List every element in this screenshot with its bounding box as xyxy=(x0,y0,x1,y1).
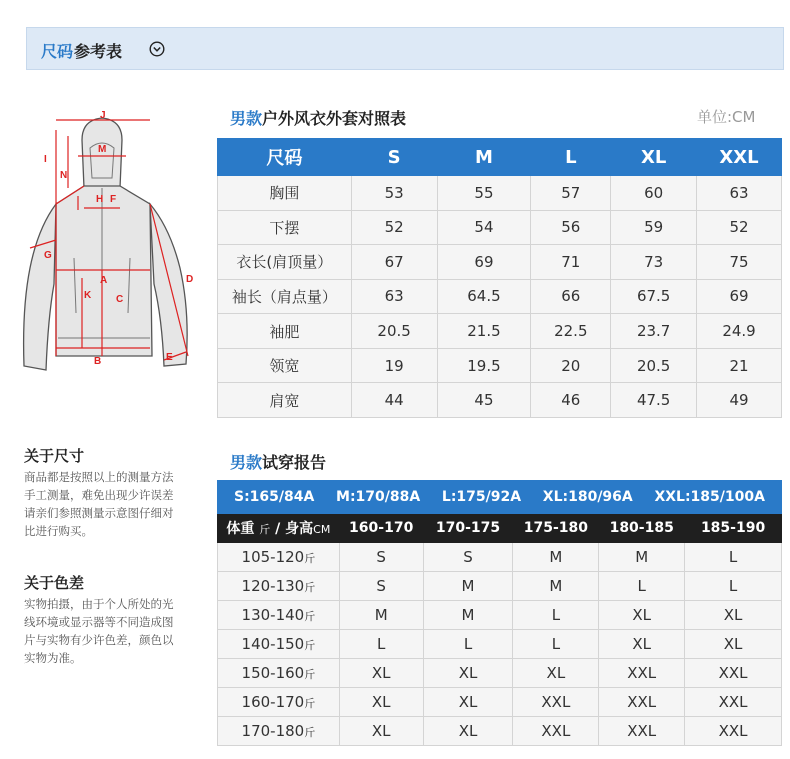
diagram-label-I: I xyxy=(44,154,47,165)
diagram-label-E: E xyxy=(166,352,173,363)
table-cell: 47.5 xyxy=(611,383,697,418)
jacket-measurement-diagram xyxy=(16,108,216,378)
weight-cell: 105-120斤 xyxy=(218,543,340,572)
table-cell: 67 xyxy=(351,245,437,280)
table-cell: 46 xyxy=(531,383,611,418)
table-cell: XXL xyxy=(685,688,782,717)
table-cell: 71 xyxy=(531,245,611,280)
table-cell: 54 xyxy=(437,210,531,245)
about-color-text: 实物拍摄，由于个人所处的光 线环境或显示器等不同造成图 片与实物有少许色差，颜色以 实物为准。 xyxy=(24,597,174,665)
table-cell: XXL xyxy=(599,688,685,717)
row-label: 领宽 xyxy=(218,348,352,383)
table-cell: 21 xyxy=(697,348,782,383)
table-cell: XL xyxy=(423,659,513,688)
table-row xyxy=(218,210,782,245)
diagram-label-M: M xyxy=(98,144,107,155)
table-row xyxy=(218,314,782,349)
size-spec: XL:180/96A xyxy=(542,489,633,505)
weight-cell: 140-150斤 xyxy=(218,630,340,659)
height-cell: 170-175 xyxy=(423,514,513,543)
row-label: 袖肥 xyxy=(218,314,352,349)
weight-cell: 150-160斤 xyxy=(218,659,340,688)
header-cell: S xyxy=(351,139,437,176)
header-cell: M xyxy=(437,139,531,176)
table-row xyxy=(218,659,782,688)
table-cell: 64.5 xyxy=(437,279,531,314)
header-bar xyxy=(26,27,784,70)
trial-height-row xyxy=(218,514,782,543)
table-cell: XL xyxy=(599,601,685,630)
table-cell: 69 xyxy=(697,279,782,314)
table-cell: M xyxy=(513,543,599,572)
table-cell: XL xyxy=(339,659,423,688)
diagram-label-A: A xyxy=(100,275,108,286)
table-cell: XL xyxy=(423,717,513,746)
table-row xyxy=(218,279,782,314)
table-cell: M xyxy=(599,543,685,572)
table-cell: L xyxy=(513,601,599,630)
size-chart-header-row xyxy=(218,139,782,176)
table-cell: 20.5 xyxy=(611,348,697,383)
table-row xyxy=(218,543,782,572)
header-title-blue: 尺码 xyxy=(41,42,74,61)
diagram-label-F: F xyxy=(110,194,117,205)
table-row xyxy=(218,383,782,418)
table-row xyxy=(218,572,782,601)
row-label: 胸围 xyxy=(218,176,352,211)
height-cell: 175-180 xyxy=(513,514,599,543)
table-row xyxy=(218,630,782,659)
table-cell: 19 xyxy=(351,348,437,383)
table-row xyxy=(218,176,782,211)
table-cell: 24.9 xyxy=(697,314,782,349)
size-chart-title: 男款户外风衣外套对照表 xyxy=(230,109,407,128)
table-cell: 52 xyxy=(351,210,437,245)
table-cell: 63 xyxy=(697,176,782,211)
table-cell: 44 xyxy=(351,383,437,418)
chevron-down-icon[interactable] xyxy=(149,41,165,57)
table-cell: 63 xyxy=(351,279,437,314)
size-spec: XXL:185/100A xyxy=(654,489,765,505)
row-label: 袖长（肩点量） xyxy=(218,279,352,314)
table-cell: L xyxy=(599,572,685,601)
table-cell: 23.7 xyxy=(611,314,697,349)
table-cell: 57 xyxy=(531,176,611,211)
table-row xyxy=(218,348,782,383)
table-cell: L xyxy=(339,630,423,659)
size-spec: M:170/88A xyxy=(336,489,421,505)
table-row xyxy=(218,717,782,746)
table-cell: XL xyxy=(339,717,423,746)
table-cell: XXL xyxy=(685,717,782,746)
table-cell: 20.5 xyxy=(351,314,437,349)
diagram-label-J: J xyxy=(100,110,106,121)
about-color-title: 关于色差 xyxy=(24,574,85,592)
diagram-label-C: C xyxy=(116,294,124,305)
unit-label: 单位:CM xyxy=(697,108,756,126)
trial-report-title: 男款试穿报告 xyxy=(230,453,327,472)
height-cell: 160-170 xyxy=(339,514,423,543)
table-cell: XL xyxy=(685,630,782,659)
height-cell: 185-190 xyxy=(685,514,782,543)
table-cell: 59 xyxy=(611,210,697,245)
diagram-label-G: G xyxy=(44,250,52,261)
header-cell: XXL xyxy=(697,139,782,176)
table-cell: 49 xyxy=(697,383,782,418)
diagram-label-H: H xyxy=(96,194,104,205)
table-cell: 45 xyxy=(437,383,531,418)
size-chart-table xyxy=(217,138,782,418)
weight-cell: 130-140斤 xyxy=(218,601,340,630)
table-cell: XL xyxy=(423,688,513,717)
about-size-text: 商品都是按照以上的测量方法 手工测量，难免出现少许误差 请亲们参照测量示意图仔细对 比进行购买。 xyxy=(24,470,174,538)
table-cell: 19.5 xyxy=(437,348,531,383)
table-cell: L xyxy=(685,572,782,601)
table-cell: 66 xyxy=(531,279,611,314)
trial-report-table xyxy=(217,480,782,746)
table-cell: 52 xyxy=(697,210,782,245)
trial-size-row xyxy=(218,481,782,514)
table-cell: L xyxy=(423,630,513,659)
row-label: 肩宽 xyxy=(218,383,352,418)
diagram-label-N: N xyxy=(60,170,68,181)
table-row xyxy=(218,245,782,280)
table-cell: XXL xyxy=(513,717,599,746)
height-cell: 180-185 xyxy=(599,514,685,543)
weight-cell: 120-130斤 xyxy=(218,572,340,601)
header-cell: XL xyxy=(611,139,697,176)
table-cell: 20 xyxy=(531,348,611,383)
table-cell: XL xyxy=(513,659,599,688)
header-cell: L xyxy=(531,139,611,176)
about-size-title: 关于尺寸 xyxy=(24,447,85,465)
diagram-label-D: D xyxy=(186,274,194,285)
header-title: 参考表 xyxy=(74,42,123,61)
table-cell: XXL xyxy=(685,659,782,688)
table-cell: 60 xyxy=(611,176,697,211)
table-cell: M xyxy=(423,601,513,630)
table-cell: 67.5 xyxy=(611,279,697,314)
table-row xyxy=(218,688,782,717)
table-cell: 75 xyxy=(697,245,782,280)
table-cell: S xyxy=(423,543,513,572)
table-cell: S xyxy=(339,572,423,601)
table-cell: XXL xyxy=(599,659,685,688)
table-cell: M xyxy=(423,572,513,601)
row-label: 下摆 xyxy=(218,210,352,245)
weight-cell: 160-170斤 xyxy=(218,688,340,717)
diagram-label-B: B xyxy=(94,356,102,367)
table-cell: XXL xyxy=(599,717,685,746)
table-cell: XL xyxy=(599,630,685,659)
table-cell: XL xyxy=(685,601,782,630)
table-cell: 53 xyxy=(351,176,437,211)
table-cell: 69 xyxy=(437,245,531,280)
table-cell: L xyxy=(685,543,782,572)
table-cell: XXL xyxy=(513,688,599,717)
weight-height-label: 体重 斤 / 身高CM xyxy=(218,514,340,543)
table-cell: 21.5 xyxy=(437,314,531,349)
table-row xyxy=(218,601,782,630)
table-cell: 56 xyxy=(531,210,611,245)
header-cell: 尺码 xyxy=(218,139,352,176)
table-cell: 55 xyxy=(437,176,531,211)
row-label: 衣长(肩顶量） xyxy=(218,245,352,280)
table-cell: 22.5 xyxy=(531,314,611,349)
table-cell: S xyxy=(339,543,423,572)
table-cell: M xyxy=(339,601,423,630)
size-spec: S:165/84A xyxy=(234,489,315,505)
diagram-label-K: K xyxy=(84,290,92,301)
weight-cell: 170-180斤 xyxy=(218,717,340,746)
table-cell: XL xyxy=(339,688,423,717)
table-cell: L xyxy=(513,630,599,659)
table-cell: M xyxy=(513,572,599,601)
size-spec: L:175/92A xyxy=(441,489,522,505)
table-cell: 73 xyxy=(611,245,697,280)
